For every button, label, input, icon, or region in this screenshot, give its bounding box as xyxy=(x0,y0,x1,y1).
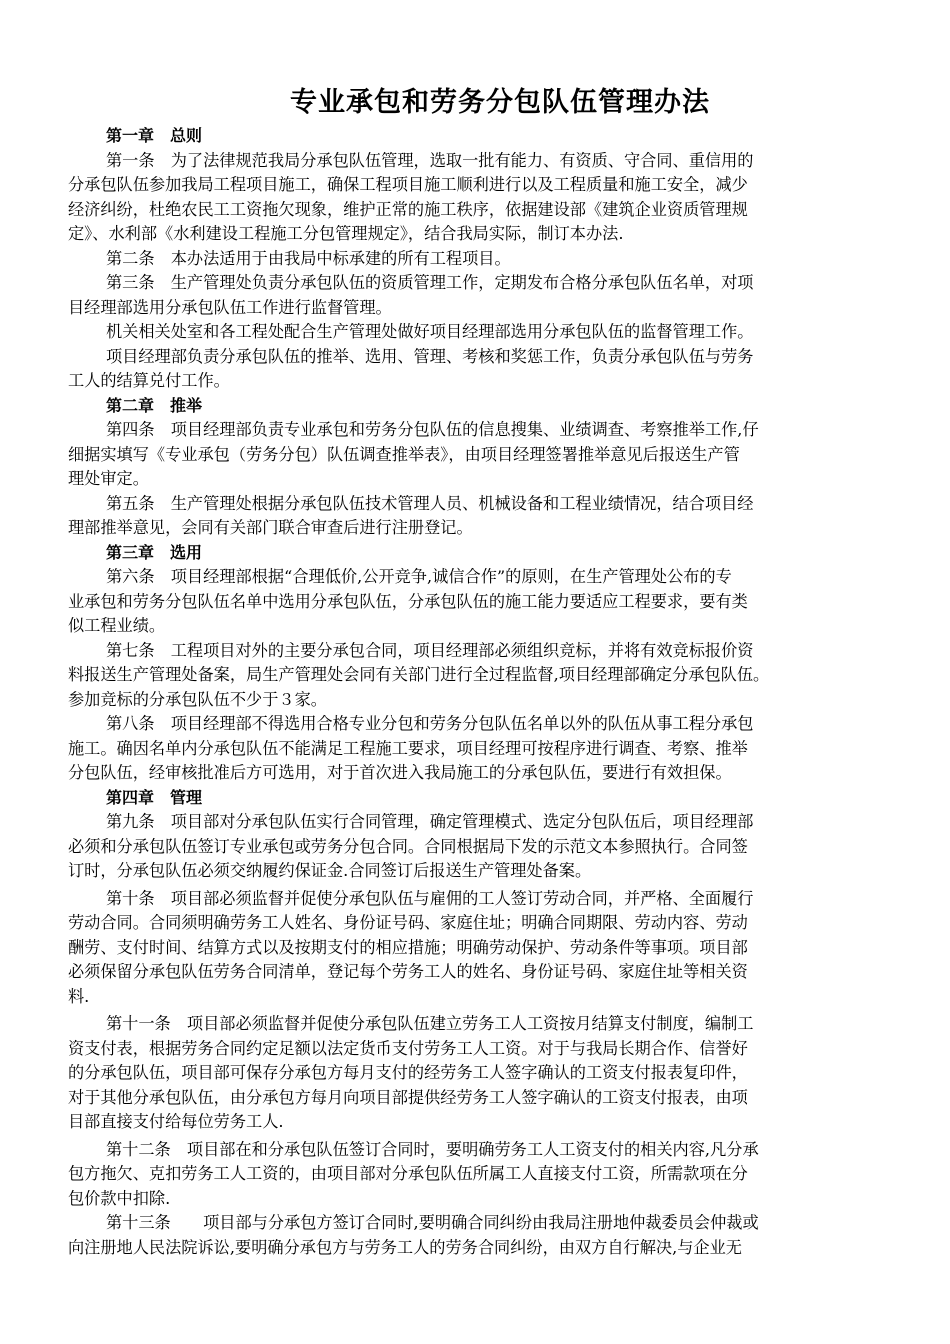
paragraph-line: 似工程业绩。 xyxy=(68,616,166,635)
paragraph-line: 目部直接支付给每位劳务工人. xyxy=(68,1112,284,1131)
document-title: 专业承包和劳务分包队伍管理办法 xyxy=(290,87,710,118)
article-paragraph xyxy=(68,810,883,884)
paragraph-line: 第九条 项目部对分承包队伍实行合同管理，确定管理模式、选定分包队伍后，项目经理部 xyxy=(106,812,754,831)
paragraph-line: 必须和分承包队伍签订专业承包或劳务分包合同。合同根据局下发的示范文本参照执行。合同签 xyxy=(68,836,748,856)
paragraph-line: 第八条 项目经理部不得选用合格专业分包和劳务分包队伍名单以外的队伍从事工程分承包 xyxy=(106,714,754,733)
paragraph-line: 第六条 项目经理部根据“合理低价,公开竞争,诚信合作”的原则，在生产管理处公布的专 xyxy=(106,567,732,586)
paragraph-line: 料. xyxy=(68,986,90,1006)
article-paragraph xyxy=(68,149,883,247)
paragraph-line: 定》、水利部《水利建设工程施工分包管理规定》，结合我局实际，制订本办法. xyxy=(68,224,624,243)
paragraph-line: 经济纠纷，杜绝农民工工资拖欠现象，维护正常的施工秩序，依据建设部《建筑企业资质管理规 xyxy=(68,199,748,219)
paragraph-line: 第十三条 项目部与分承包方签订合同时,要明确合同纠纷由我局注册地仲裁委员会仲裁或 xyxy=(106,1213,759,1232)
paragraph-line: 酬劳、支付时间、结算方式以及按期支付的相应措施；明确劳动保护、劳动条件等事项。项目部 xyxy=(68,937,748,957)
paragraph-line: 对于其他分承包队伍，由分承包方每月向项目部提供经劳务工人签字确认的工资支付报表，由项 xyxy=(68,1087,748,1107)
paragraph-line: 第三条 生产管理处负责分承包队伍的资质管理工作，定期发布合格分承包队伍名单，对项 xyxy=(106,273,754,292)
paragraph-line: 第一条 为了法律规范我局分承包队伍管理，选取一批有能力、有资质、守合同、重信用的 xyxy=(106,150,754,170)
paragraph-line: 理部推举意见，会同有关部门联合审查后进行注册登记。 xyxy=(68,518,473,537)
article-paragraph xyxy=(68,418,883,492)
article-paragraph xyxy=(68,1138,883,1212)
article-paragraph xyxy=(68,492,883,541)
article-paragraph xyxy=(68,271,883,320)
paragraph-line: 目经理部选用分承包队伍工作进行监督管理。 xyxy=(68,297,392,317)
chapter-heading: 第四章 管理 xyxy=(106,787,203,807)
paragraph-line: 第十一条 项目部必须监督并促使分承包队伍建立劳务工人工资按月结算支付制度，编制工 xyxy=(106,1014,754,1033)
paragraph-line: 向注册地人民法院诉讼,要明确分承包方与劳务工人的劳务合同纠纷，由双方自行解决,与企业无 xyxy=(68,1237,742,1257)
paragraph-line: 理处审定。 xyxy=(68,469,149,488)
article-paragraph xyxy=(68,639,883,713)
article-paragraph xyxy=(68,1211,883,1260)
paragraph-line: 第四条 项目经理部负责专业承包和劳务分包队伍的信息搜集、业绩调查、考察推举工作,仔 xyxy=(106,420,759,439)
paragraph-line: 包价款中扣除. xyxy=(68,1188,171,1208)
paragraph-line: 料报送生产管理处备案，局生产管理处会同有关部门进行全过程监督,项目经理部确定分承包队伍。 xyxy=(68,665,770,684)
paragraph-line: 参加竞标的分承包队伍不少于３家。 xyxy=(68,689,327,709)
chapter-heading: 第三章 选用 xyxy=(106,542,203,562)
paragraph-line: 第二条 本办法适用于由我局中标承建的所有工程项目。 xyxy=(106,248,511,268)
paragraph-line: 施工。确因名单内分承包队伍不能满足工程施工要求，项目经理可按程序进行调查、考察、推举 xyxy=(68,738,748,758)
paragraph-line: 第七条 工程项目对外的主要分承包合同，项目经理部必须组织竞标，并将有效竞标报价资 xyxy=(106,640,754,660)
paragraph-line: 第十二条 项目部在和分承包队伍签订合同时，要明确劳务工人工资支付的相关内容,凡分承 xyxy=(106,1139,759,1159)
paragraph-line: 项目经理部负责分承包队伍的推举、选用、管理、考核和奖惩工作，负责分承包队伍与劳务 xyxy=(106,346,754,366)
article-paragraph xyxy=(68,887,883,1010)
paragraph-line: 劳动合同。合同须明确劳务工人姓名、身份证号码、家庭住址；明确合同期限、劳动内容、劳动 xyxy=(68,913,748,932)
paragraph-line: 包方拖欠、克扣劳务工人工资的，由项目部对分承包队伍所属工人直接支付工资，所需款项在分 xyxy=(68,1164,748,1183)
document-body xyxy=(68,124,883,1260)
paragraph-line: 必须保留分承包队伍劳务合同清单，登记每个劳务工人的姓名、身份证号码、家庭住址等相关资 xyxy=(68,962,748,981)
paragraph-line: 细据实填写《专业承包（劳务分包）队伍调查推举表》，由项目经理签署推举意见后报送生产管 xyxy=(68,444,740,464)
paragraph-line: 资支付表，根据劳务合同约定足额以法定货币支付劳务工人工资。对于与我局长期合作、信誉好 xyxy=(68,1038,748,1058)
paragraph-line: 分承包队伍参加我局工程项目施工，确保工程项目施工顺利进行以及工程质量和施工安全，减少 xyxy=(68,175,748,194)
paragraph-line: 第十条 项目部必须监督并促使分承包队伍与雇佣的工人签订劳动合同，并严格、全面履行 xyxy=(106,888,754,908)
paragraph-line: 业承包和劳务分包队伍名单中选用分承包队伍，分承包队伍的施工能力要适应工程要求，要有类 xyxy=(68,591,748,611)
paragraph-line: 第五条 生产管理处根据分承包队伍技术管理人员、机械设备和工程业绩情况，结合项目经 xyxy=(106,493,754,513)
chapter-heading: 第二章 推举 xyxy=(106,395,203,415)
paragraph-line: 的分承包队伍，项目部可保存分承包方每月支付的经劳务工人签字确认的工资支付报表复印件， xyxy=(68,1063,748,1082)
article-paragraph xyxy=(68,345,883,394)
article-paragraph xyxy=(68,1012,883,1135)
article-paragraph xyxy=(68,247,883,272)
article-paragraph xyxy=(68,712,883,786)
paragraph-line: 机关相关处室和各工程处配合生产管理处做好项目经理部选用分承包队伍的监督管理工作。 xyxy=(106,322,754,341)
paragraph-line: 分包队伍，经审核批准后方可选用，对于首次进入我局施工的分承包队伍，要进行有效担保。 xyxy=(68,763,732,782)
article-paragraph xyxy=(68,565,883,639)
paragraph-line: 工人的结算兑付工作。 xyxy=(68,371,230,390)
paragraph-line: 订时，分承包队伍必须交纳履约保证金.合同签订后报送生产管理处备案。 xyxy=(68,861,592,880)
chapter-heading: 第一章 总则 xyxy=(106,126,203,145)
article-paragraph xyxy=(68,320,883,345)
